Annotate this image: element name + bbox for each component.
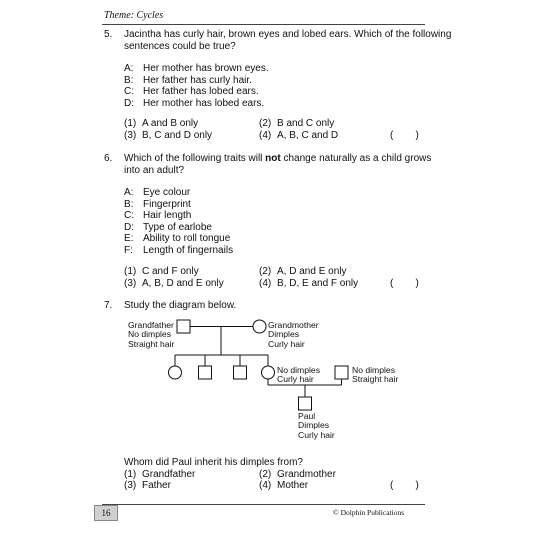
q7-answer-2 — [259, 469, 336, 480]
option-letter: A: — [124, 187, 134, 198]
option-letter: C: — [124, 86, 134, 97]
daughter-circle — [169, 366, 182, 379]
option-text: Her father has lobed ears. — [143, 86, 259, 97]
father-square — [335, 366, 348, 379]
answer-text: Mother — [277, 480, 309, 491]
answer-text: Father — [142, 480, 171, 491]
mother-label — [277, 366, 320, 385]
grandmother-label — [268, 321, 319, 349]
question-text-segment: change naturally as a child grows — [280, 153, 432, 164]
answer-number: (3) — [124, 129, 137, 141]
question-5-text-line-1: Jacintha has curly hair, brown eyes and lobed ears. Which of the following — [124, 29, 452, 40]
option-text: Her mother has lobed ears. — [143, 97, 265, 109]
answer-text: C and F only — [142, 266, 199, 277]
answer-text: A, D and E only — [277, 266, 347, 277]
grandfather-trait-dimples: No dimples — [128, 329, 171, 340]
q5-answer-box[interactable]: ( ) — [390, 129, 419, 141]
answer-text: Grandmother — [277, 468, 336, 480]
grandmother-trait-dimples: Dimples — [268, 329, 300, 340]
grandfather-name: Grandfather — [128, 320, 174, 330]
answer-number: (1) — [124, 468, 137, 480]
question-6-number: 6. — [104, 153, 113, 164]
option-letter: B: — [124, 198, 134, 210]
mother-trait-dimples: No dimples — [277, 365, 320, 375]
question-emphasis: not — [265, 153, 281, 164]
grandmother-trait-hair: Curly hair — [268, 338, 305, 349]
answer-text: B and C only — [277, 118, 335, 129]
option-text: Her father has curly hair. — [143, 74, 252, 86]
question-7-number: 7. — [104, 300, 113, 311]
father-trait-hair: Straight hair — [352, 374, 399, 385]
answer-text: A and B only — [142, 118, 199, 129]
grandfather-square — [177, 320, 190, 333]
answer-number: (2) — [259, 266, 272, 277]
answer-number: (4) — [259, 480, 272, 491]
footer-rule — [102, 504, 425, 505]
question-7-text: Study the diagram below. — [124, 300, 237, 311]
father-label — [352, 366, 398, 385]
grandmother-circle — [253, 320, 266, 333]
option-text: Hair length — [143, 210, 192, 221]
answer-text: B, D, E and F only — [277, 277, 359, 289]
option-text: Fingerprint — [143, 198, 191, 210]
answer-text: Grandfather — [142, 468, 196, 480]
q7-answer-box[interactable]: ( ) — [390, 480, 419, 491]
answer-text: A, B, C and D — [277, 129, 339, 141]
question-5-number: 5. — [104, 29, 113, 40]
option-text: Type of earlobe — [143, 221, 212, 233]
son-square — [234, 366, 247, 379]
paul-name: Paul — [298, 411, 316, 421]
option-letter: D: — [124, 97, 134, 109]
paul-label — [298, 412, 335, 440]
answer-number: (4) — [259, 129, 272, 141]
mother-trait-hair: Curly hair — [277, 374, 314, 385]
q6-answer-box[interactable]: ( ) — [390, 277, 419, 289]
question-text-segment: Which of the following traits will — [124, 153, 266, 164]
answer-number: (4) — [259, 277, 272, 289]
q7-answer-4 — [259, 480, 308, 491]
grandmother-name: Grandmother — [268, 320, 319, 330]
answer-text: B, C and D only — [142, 129, 213, 141]
option-text: Her mother has brown eyes. — [143, 63, 269, 74]
grandfather-label — [128, 321, 174, 349]
answer-number: (3) — [124, 480, 137, 491]
answer-number: (1) — [124, 266, 137, 277]
paul-square — [299, 397, 312, 410]
option-letter: D: — [124, 221, 134, 233]
option-letter: B: — [124, 74, 134, 86]
option-text: Ability to roll tongue — [143, 233, 231, 244]
question-5-text-line-2: sentences could be true? — [124, 40, 236, 52]
option-text: Length of fingernails — [143, 244, 234, 256]
option-text: Eye colour — [143, 187, 191, 198]
option-letter: A: — [124, 63, 134, 74]
question-6-text-line-2: into an adult? — [124, 164, 185, 176]
answer-text: A, B, D and E only — [142, 277, 224, 289]
theme-header: Theme: Cycles — [104, 10, 164, 21]
publisher-credit: © Dolphin Publications — [333, 508, 405, 517]
answer-number: (2) — [259, 468, 272, 480]
father-trait-dimples: No dimples — [352, 365, 395, 375]
question-7-prompt: Whom did Paul inherit his dimples from? — [124, 457, 303, 468]
son-square — [199, 366, 212, 379]
paul-trait-hair: Curly hair — [298, 429, 335, 440]
q7-answer-1 — [124, 469, 195, 480]
grandfather-trait-hair: Straight hair — [128, 338, 175, 349]
option-letter: F: — [124, 244, 133, 256]
mother-circle — [262, 366, 275, 379]
answer-number: (2) — [259, 118, 272, 129]
page-number: 16 — [94, 505, 118, 521]
answer-number: (3) — [124, 277, 137, 289]
option-letter: C: — [124, 210, 134, 221]
paul-trait-dimples: Dimples — [298, 420, 330, 431]
q7-answer-3 — [124, 480, 171, 491]
answer-number: (1) — [124, 118, 137, 129]
option-letter: E: — [124, 233, 134, 244]
